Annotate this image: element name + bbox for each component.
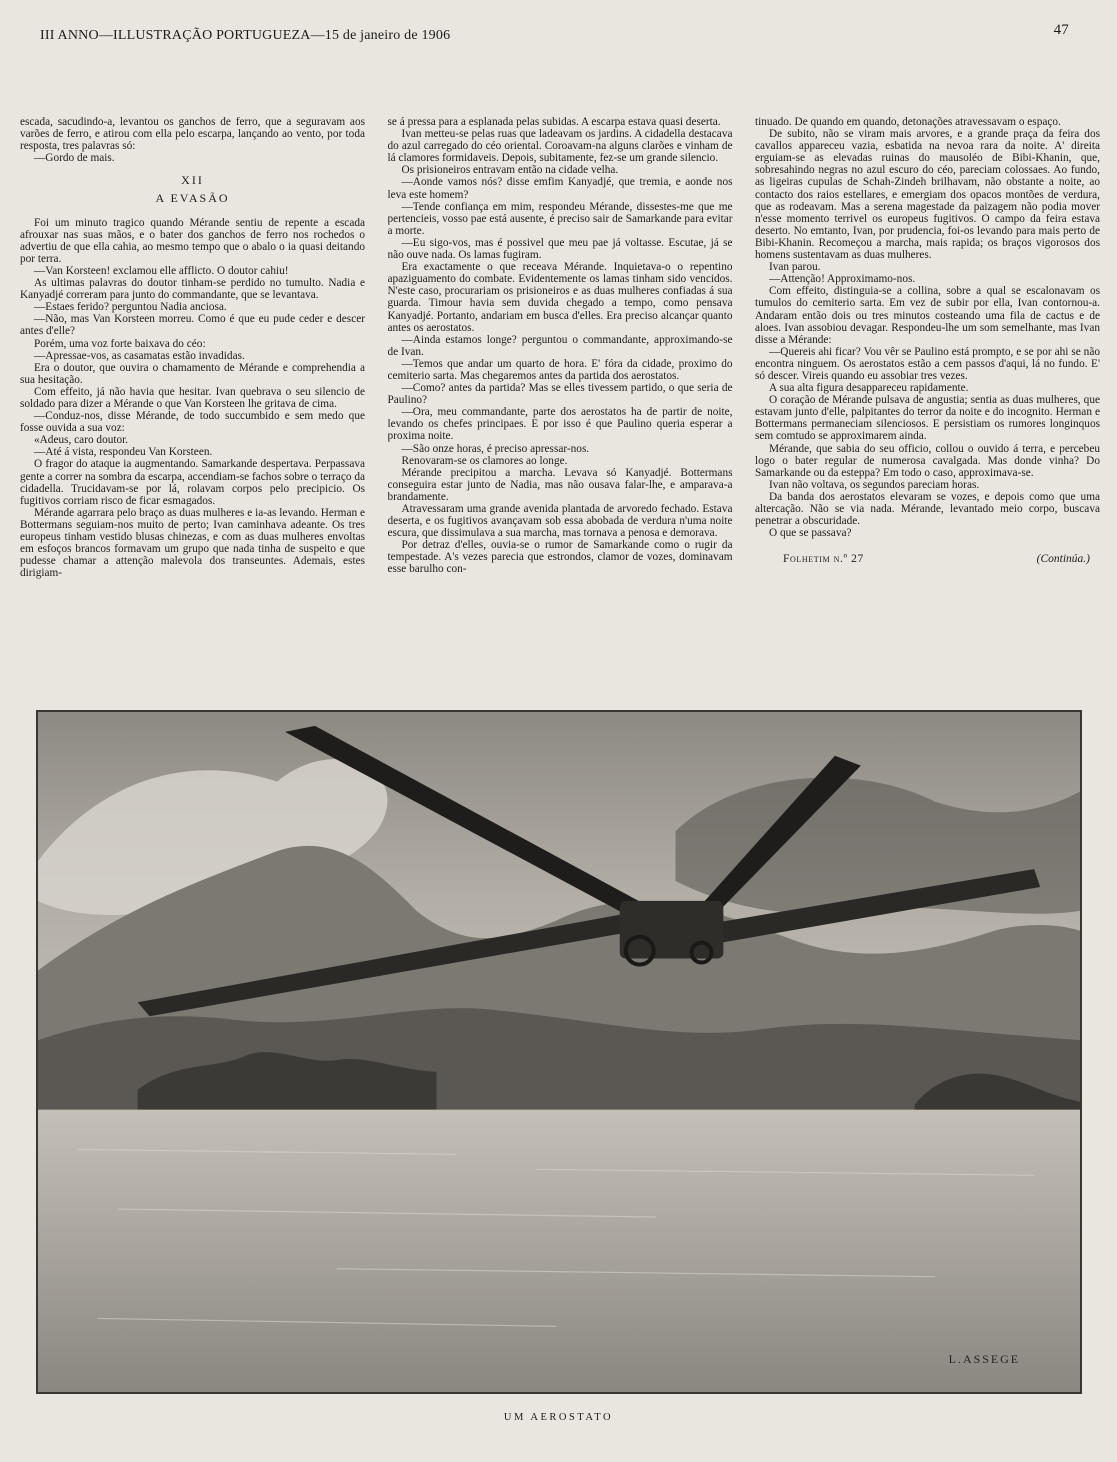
header-title: III ANNO—ILLUSTRAÇÃO PORTUGUEZA—15 de janeiro de 1906	[40, 28, 451, 43]
paragraph: «Adeus, caro doutor.	[34, 434, 129, 447]
page-number: 47	[1053, 22, 1069, 38]
feuilleton-label: Folhetim n.º 27	[783, 553, 864, 566]
feuilleton-line	[755, 553, 1100, 567]
paragraph: Mérande agarrara pelo braço as duas mulheres e ia-as levando. Herman e Bottermans seguiam-nos muito de perto; Ivan caminhava adeante. Os tres europeus tinham vestido blusas chinezas, e com as duas mulheres envoltas em esfoços brancos formavam um grupo que nada tinha de suspeito e que pudesse chamar a attenção malevola dos transeuntes. Ademais, estes dirigiam-	[20, 506, 365, 580]
column-2	[388, 116, 733, 698]
paragraph: Porém, uma voz forte baixava do céo:	[34, 337, 206, 350]
paragraph: —Van Korsteen! exclamou elle afflicto. O doutor cahiu!	[34, 264, 289, 277]
paragraph: A sua alta figura desappareceu rapidamente.	[769, 382, 969, 395]
text-columns	[20, 116, 1100, 698]
paragraph: Por detraz d'elles, ouvia-se o rumor de Samarkande como o rugir da tempestade. A's vezes parecia que estrondos, clamor de vozes, dominavam esse barulho con-	[387, 539, 733, 576]
paragraph: se á pressa para a esplanada pelas subidas. A escarpa estava quasi deserta.	[387, 116, 721, 128]
paragraph: —Não, mas Van Korsteen morreu. Como é que eu pude ceder e descer antes d'elle?	[20, 313, 365, 338]
continua-label: (Continúa.)	[1036, 553, 1090, 566]
artist-signature: L.ASSEGE	[948, 1352, 1021, 1367]
paragraph: —Aonde vamos nós? disse emfim Kanyadjé, que tremia, e aonde nos leva este homem?	[387, 176, 733, 201]
aerostat-illustration	[36, 710, 1082, 1394]
paragraph: Renovaram-se os clamores ao longe.	[401, 454, 568, 467]
paragraph: Foi um minuto tragico quando Mérande sentiu de repente a escada afrouxar nas suas mãos, e o bater dos ganchos de ferro nos rochedos o advertiu de que ella cahia, ao mesmo tempo que o abalo o ia quasi deitando por terra.	[20, 216, 365, 265]
paragraph: Ivan metteu-se pelas ruas que ladeavam os jardins. A cidadella destacava do azul carregado do céo oriental. Coroavam-na alguns clarões e vinham de lá clamores formidaveis. Depois, subitamente, fez-se um grande silencio.	[387, 128, 733, 165]
paragraph: —Como? antes da partida? Mas se elles tivessem partido, o que seria de Paulino?	[387, 382, 733, 407]
paragraph: Ivan não voltava, os segundos pareciam horas.	[769, 478, 980, 491]
column-1	[20, 116, 365, 698]
paragraph: —Ora, meu commandante, parte dos aerostatos ha de partir de noite, levando os chefes principaes. E por isso é que Paulino queria esperar a proxima noite.	[387, 406, 733, 443]
paragraph: Com effeito, distinguia-se a collina, sobre a qual se escalonavam os tumulos do cemiterio sarta. Em vez de subir por ella, Ivan contornou-a. Andaram então dois ou tres minutos costeando uma fila de cactus e de aloes. Ivan assobiou devagar. Respondeu-lhe um som semelhante, mas Ivan disse a Mérande:	[755, 285, 1100, 346]
paragraph: Os prisioneiros entravam então na cidade velha.	[401, 164, 619, 177]
paragraph: Era o doutor, que ouvira o chamamento de Mérande e comprehendia a sua hesitação.	[20, 361, 365, 386]
illustration-caption: UM AEROSTATO	[503, 1412, 614, 1423]
paragraph: Atravessaram uma grande avenida plantada de arvoredo fechado. Estava deserta, e os fugitivos avançavam sob essa abobada de verdura n'uma noite escura, que dissimulava a sua marcha, mas tornava a penosa e demorava.	[387, 503, 733, 540]
paragraph: Com effeito, já não havia que hesitar. Ivan quebrava o seu silencio de soldado para dizer a Mérande o que Van Korsteen lhe gritava de cima.	[20, 385, 365, 410]
paragraph: Mérande, que sabia do seu officio, collou o ouvido á terra, e percebeu logo o bater regular de numerosa cavalgada. Mas donde vinha? Do Samarkande ou da esteppa? Em todo o caso, approximava-se.	[755, 442, 1100, 479]
paragraph: De subito, não se viram mais arvores, e a grande praça da feira dos cavallos appareceu vazia, esbatida na nevoa rara da noite. A' direita erguiam-se as elevadas ruinas do mausoléo de Bibi-Khanin, que, sobresahindo negras no azul escuro do céo, pareciam colossaes. Ao fundo, as ligeiras cupulas de Schah-Zindeh brilhavam, não obstante a noite, ao contacto dos raios estellares, e emergiam dos opacos montões de verdura, que as rodeavam. Mas a serena magestade da paizagem não podia mover n'esse momento terrivel os europeus fugitivos. O campo da feira estava deserto. No emtanto, Ivan, por prudencia, foi-os levando para mais perto de Bibi-Khanin. Recomeçou a marcha, mais rapida; os braços vigorosos dos homens sustentavam as duas mulheres.	[755, 128, 1100, 262]
paragraph: —Attenção! Approximamo-nos.	[769, 273, 916, 286]
water	[38, 1110, 1080, 1392]
paragraph: tinuado. De quando em quando, detonações atravessavam o espaço.	[755, 116, 1061, 128]
paragraph: O coração de Mérande pulsava de angustia; sentia as duas mulheres, que estavam junto d'elle, palpitantes do terror da noite e do incognito. Herman e Bottermans permaneciam silenciosos. E persistiam os rumores longinquos sem comtudo se approximarem ainda.	[755, 394, 1100, 443]
machine-body	[620, 901, 724, 959]
paragraph: —Temos que andar um quarto de hora. E' fóra da cidade, proximo do cemiterio sarta. Mas chegaremos antes da partida dos aerostatos.	[387, 357, 733, 382]
paragraph: Era exactamente o que receava Mérande. Inquietava-o o repentino apaziguamento do combate. Evidentemente os lamas tinham sido vencidos. N'este caso, procurariam os prisioneiros e as duas mulheres confiadas á sua guarda. Timour havia sem duvida chegado a tempo, como pensava Kanyadjé. Portanto, andariam em busca d'elles. Era preciso alcançar quanto antes os aerostatos.	[387, 261, 733, 334]
paragraph: —Apressae-vos, as casamatas estão invadidas.	[34, 349, 245, 362]
paragraph: —Até á vista, respondeu Van Korsteen.	[34, 446, 213, 459]
paragraph: —Tende confiança em mim, respondeu Mérande, dissestes-me que me pertencieis, vosso pae está ausente, é preciso sair de Samarkande para evitar a morte.	[387, 200, 733, 237]
paragraph: —Estaes ferido? perguntou Nadia anciosa.	[34, 301, 227, 314]
running-head	[40, 22, 1069, 50]
chapter-number: XII	[181, 173, 204, 188]
paragraph: —Conduz-nos, disse Mérande, de todo succumbido e sem medo que fosse ouvida a sua voz:	[20, 410, 365, 435]
paragraph: Da banda dos aerostatos elevaram se vozes, e depois como que uma altercação. Não se via nada. Mérande, levantado meio corpo, buscava penetrar a obscuridade.	[755, 490, 1100, 528]
illustration-drawing	[38, 712, 1080, 1392]
paragraph: —Gordo de mais.	[34, 152, 115, 165]
paragraph: —Eu sigo-vos, mas é possivel que meu pae já voltasse. Escutae, já se não ouve nada. Os lamas fugiram.	[387, 236, 733, 262]
chapter-title: A EVASÃO	[155, 191, 230, 206]
paragraph: —São onze horas, é preciso apressar-nos.	[401, 442, 590, 455]
paragraph: As ultimas palavras do doutor tinham-se perdido no tumulto. Nadia e Kanyadjé correram para junto do commandante, que se levantava.	[20, 277, 365, 302]
column-3	[755, 116, 1100, 698]
paragraph: O que se passava?	[769, 527, 852, 540]
paragraph: escada, sacudindo-a, levantou os ganchos de ferro, que a seguravam aos varões de ferro, e atirou com ella pelo escarpa, lançando ao vento, por toda resposta, tres palavras só:	[20, 116, 365, 153]
paragraph: —Quereis ahi ficar? Vou vêr se Paulino está prompto, e se por ahi se não encontra ninguem. Os aerostatos estão a cem passos d'aqui, lá no fundo. E' só descer. Vireis quando eu assobiar tres vezes.	[755, 345, 1100, 382]
paragraph: O fragor do ataque ia augmentando. Samarkande despertava. Perpassava gente a correr na sombra da escarpa, accendiam-se fachos sobre o terraço da cidadella. Trucidavam-se por lá, rolavam corpos pelo precipicio. Os fugitivos corriam risco de ficar esmagados.	[20, 458, 365, 507]
paragraph: Mérande precipitou a marcha. Levava só Kanyadjé. Bottermans conseguira estar junto de Nadia, mas não ousava falar-lhe, e amparava-a brandamente.	[387, 466, 733, 503]
paragraph: —Ainda estamos longe? perguntou o commandante, approximando-se de Ivan.	[387, 333, 733, 358]
paragraph: Ivan parou.	[769, 261, 821, 274]
